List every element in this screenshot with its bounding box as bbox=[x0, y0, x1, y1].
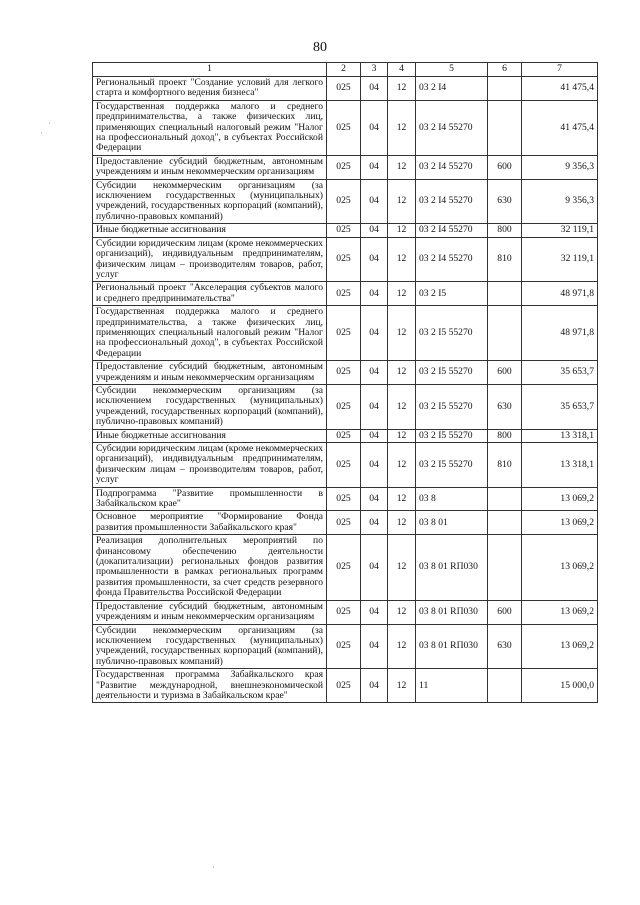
section-code-cell: 025 bbox=[327, 384, 361, 429]
section-code-cell: 025 bbox=[327, 600, 361, 624]
amount-cell: 48 971,8 bbox=[522, 282, 598, 306]
row-name-cell: Субсидии некоммерческим организациям (за исключением государственных (муниципальных) учреждений, государственных корпораций (компаний), публично-правовых компаний) bbox=[93, 179, 327, 224]
target-article-code-cell: 03 8 01 bbox=[416, 511, 488, 535]
expense-type-code-cell: 810 bbox=[488, 237, 522, 282]
row-name-cell: Предоставление субсидий бюджетным, автономным учреждениям и иным некоммерческим организациям bbox=[93, 361, 327, 385]
target-article-code-cell: 03 2 I4 bbox=[416, 77, 488, 101]
amount-cell: 32 119,1 bbox=[522, 224, 598, 237]
column-header: 3 bbox=[361, 63, 388, 77]
subsection-code-2-cell: 12 bbox=[388, 669, 416, 703]
section-code-cell: 025 bbox=[327, 624, 361, 669]
row-name-cell: Государственная программа Забайкальского края "Развитие международной, внешнеэкономической деятельности и туризма в Забайкальском крае" bbox=[93, 669, 327, 703]
section-code-cell: 025 bbox=[327, 429, 361, 442]
table-row bbox=[93, 487, 598, 511]
section-code-cell: 025 bbox=[327, 237, 361, 282]
row-name-cell: Предоставление субсидий бюджетным, автономным учреждениям и иным некоммерческим организациям bbox=[93, 155, 327, 179]
subsection-code-cell: 04 bbox=[361, 306, 388, 361]
subsection-code-2-cell: 12 bbox=[388, 155, 416, 179]
subsection-code-cell: 04 bbox=[361, 155, 388, 179]
expense-type-code-cell: 800 bbox=[488, 224, 522, 237]
table-row bbox=[93, 77, 598, 101]
row-name-cell: Субсидии юридическим лицам (кроме некоммерческих организаций), индивидуальным предпринимателям, физическим лицам – производителям товаров, работ, услуг bbox=[93, 443, 327, 488]
table-row bbox=[93, 282, 598, 306]
section-code-cell: 025 bbox=[327, 443, 361, 488]
expense-type-code-cell: 600 bbox=[488, 600, 522, 624]
amount-cell: 35 653,7 bbox=[522, 384, 598, 429]
target-article-code-cell: 03 8 bbox=[416, 487, 488, 511]
page-number: 80 bbox=[313, 40, 327, 55]
subsection-code-cell: 04 bbox=[361, 535, 388, 600]
subsection-code-2-cell: 12 bbox=[388, 282, 416, 306]
row-name-cell: Государственная поддержка малого и среднего предпринимательства, а также физических лиц, применяющих специальный налоговый режим "Налог на профессиональный доход", в субъектах Российской Федерации bbox=[93, 306, 327, 361]
subsection-code-cell: 04 bbox=[361, 511, 388, 535]
section-code-cell: 025 bbox=[327, 669, 361, 703]
target-article-code-cell: 03 2 I5 55270 bbox=[416, 306, 488, 361]
row-name-cell: Субсидии юридическим лицам (кроме некоммерческих организаций), индивидуальным предпринимателям, физическим лицам – производителям товаров, работ, услуг bbox=[93, 237, 327, 282]
expense-type-code-cell: 630 bbox=[488, 179, 522, 224]
table-row bbox=[93, 535, 598, 600]
expense-type-code-cell: 800 bbox=[488, 429, 522, 442]
expense-type-code-cell bbox=[488, 306, 522, 361]
table-body bbox=[93, 77, 598, 703]
expense-type-code-cell bbox=[488, 77, 522, 101]
target-article-code-cell: 03 2 I5 55270 bbox=[416, 429, 488, 442]
section-code-cell: 025 bbox=[327, 179, 361, 224]
target-article-code-cell: 11 bbox=[416, 669, 488, 703]
subsection-code-2-cell: 12 bbox=[388, 624, 416, 669]
expense-type-code-cell: 630 bbox=[488, 624, 522, 669]
column-header: 5 bbox=[416, 63, 488, 77]
section-code-cell: 025 bbox=[327, 487, 361, 511]
target-article-code-cell: 03 2 I5 55270 bbox=[416, 384, 488, 429]
target-article-code-cell: 03 8 01 RП030 bbox=[416, 600, 488, 624]
subsection-code-2-cell: 12 bbox=[388, 487, 416, 511]
scan-speck: · bbox=[40, 128, 43, 138]
subsection-code-2-cell: 12 bbox=[388, 237, 416, 282]
expense-type-code-cell: 630 bbox=[488, 384, 522, 429]
expense-type-code-cell bbox=[488, 100, 522, 155]
table-row bbox=[93, 179, 598, 224]
target-article-code-cell: 03 2 I5 bbox=[416, 282, 488, 306]
subsection-code-2-cell: 12 bbox=[388, 306, 416, 361]
scan-speck: · bbox=[48, 118, 51, 128]
amount-cell: 41 475,4 bbox=[522, 77, 598, 101]
expense-type-code-cell bbox=[488, 669, 522, 703]
row-name-cell: Реализация дополнительных мероприятий по финансовому обеспечению деятельности (докапитализации) региональных фондов развития промышленности в рамках региональных программ развития промышленности, за счет средств резервного фонда Правительства Российской Федерации bbox=[93, 535, 327, 600]
row-name-cell: Региональный проект "Акселерация субъектов малого и среднего предпринимательства" bbox=[93, 282, 327, 306]
table-row bbox=[93, 511, 598, 535]
section-code-cell: 025 bbox=[327, 361, 361, 385]
subsection-code-cell: 04 bbox=[361, 361, 388, 385]
target-article-code-cell: 03 2 I4 55270 bbox=[416, 155, 488, 179]
section-code-cell: 025 bbox=[327, 306, 361, 361]
subsection-code-2-cell: 12 bbox=[388, 361, 416, 385]
section-code-cell: 025 bbox=[327, 155, 361, 179]
target-article-code-cell: 03 2 I4 55270 bbox=[416, 100, 488, 155]
column-header: 7 bbox=[522, 63, 598, 77]
amount-cell: 9 356,3 bbox=[522, 179, 598, 224]
amount-cell: 9 356,3 bbox=[522, 155, 598, 179]
subsection-code-2-cell: 12 bbox=[388, 100, 416, 155]
row-name-cell: Предоставление субсидий бюджетным, автономным учреждениям и иным некоммерческим организациям bbox=[93, 600, 327, 624]
subsection-code-cell: 04 bbox=[361, 237, 388, 282]
expense-type-code-cell bbox=[488, 511, 522, 535]
section-code-cell: 025 bbox=[327, 282, 361, 306]
subsection-code-cell: 04 bbox=[361, 487, 388, 511]
amount-cell: 35 653,7 bbox=[522, 361, 598, 385]
budget-table bbox=[92, 62, 598, 703]
subsection-code-cell: 04 bbox=[361, 600, 388, 624]
subsection-code-cell: 04 bbox=[361, 384, 388, 429]
subsection-code-cell: 04 bbox=[361, 100, 388, 155]
expense-type-code-cell bbox=[488, 282, 522, 306]
row-name-cell: Подпрограмма "Развитие промышленности в Забайкальском крае" bbox=[93, 487, 327, 511]
target-article-code-cell: 03 2 I4 55270 bbox=[416, 179, 488, 224]
subsection-code-2-cell: 12 bbox=[388, 535, 416, 600]
row-name-cell: Иные бюджетные ассигнования bbox=[93, 224, 327, 237]
subsection-code-cell: 04 bbox=[361, 282, 388, 306]
amount-cell: 13 069,2 bbox=[522, 487, 598, 511]
row-name-cell: Основное мероприятие "Формирование Фонда развития промышленности Забайкальского края" bbox=[93, 511, 327, 535]
table-row bbox=[93, 600, 598, 624]
amount-cell: 13 069,2 bbox=[522, 624, 598, 669]
expense-type-code-cell: 600 bbox=[488, 155, 522, 179]
subsection-code-2-cell: 12 bbox=[388, 443, 416, 488]
table-row bbox=[93, 429, 598, 442]
target-article-code-cell: 03 2 I4 55270 bbox=[416, 224, 488, 237]
amount-cell: 13 069,2 bbox=[522, 600, 598, 624]
subsection-code-2-cell: 12 bbox=[388, 179, 416, 224]
amount-cell: 13 069,2 bbox=[522, 535, 598, 600]
subsection-code-cell: 04 bbox=[361, 669, 388, 703]
row-name-cell: Региональный проект "Создание условий для легкого старта и комфортного ведения бизнеса" bbox=[93, 77, 327, 101]
column-header: 1 bbox=[93, 63, 327, 77]
section-code-cell: 025 bbox=[327, 224, 361, 237]
table-row bbox=[93, 361, 598, 385]
table-row bbox=[93, 100, 598, 155]
section-code-cell: 025 bbox=[327, 100, 361, 155]
subsection-code-2-cell: 12 bbox=[388, 429, 416, 442]
subsection-code-cell: 04 bbox=[361, 77, 388, 101]
amount-cell: 32 119,1 bbox=[522, 237, 598, 282]
target-article-code-cell: 03 8 01 RП030 bbox=[416, 535, 488, 600]
amount-cell: 41 475,4 bbox=[522, 100, 598, 155]
amount-cell: 13 318,1 bbox=[522, 429, 598, 442]
expense-type-code-cell bbox=[488, 535, 522, 600]
amount-cell: 13 318,1 bbox=[522, 443, 598, 488]
row-name-cell: Субсидии некоммерческим организациям (за исключением государственных (муниципальных) учреждений, государственных корпораций (компаний), публично-правовых компаний) bbox=[93, 624, 327, 669]
table-row bbox=[93, 306, 598, 361]
table-row bbox=[93, 669, 598, 703]
table-row bbox=[93, 224, 598, 237]
subsection-code-cell: 04 bbox=[361, 624, 388, 669]
amount-cell: 13 069,2 bbox=[522, 511, 598, 535]
row-name-cell: Субсидии некоммерческим организациям (за исключением государственных (муниципальных) учреждений, государственных корпораций (компаний), публично-правовых компаний) bbox=[93, 384, 327, 429]
table-row bbox=[93, 624, 598, 669]
column-header: 4 bbox=[388, 63, 416, 77]
expense-type-code-cell: 600 bbox=[488, 361, 522, 385]
column-header: 6 bbox=[488, 63, 522, 77]
subsection-code-2-cell: 12 bbox=[388, 600, 416, 624]
subsection-code-2-cell: 12 bbox=[388, 77, 416, 101]
subsection-code-cell: 04 bbox=[361, 179, 388, 224]
target-article-code-cell: 03 2 I4 55270 bbox=[416, 237, 488, 282]
table-row bbox=[93, 443, 598, 488]
header-row bbox=[93, 63, 598, 77]
target-article-code-cell: 03 2 I5 55270 bbox=[416, 443, 488, 488]
scan-speck: · bbox=[212, 862, 215, 872]
subsection-code-cell: 04 bbox=[361, 429, 388, 442]
subsection-code-2-cell: 12 bbox=[388, 224, 416, 237]
table-row bbox=[93, 237, 598, 282]
subsection-code-cell: 04 bbox=[361, 443, 388, 488]
expense-type-code-cell: 810 bbox=[488, 443, 522, 488]
subsection-code-cell: 04 bbox=[361, 224, 388, 237]
subsection-code-2-cell: 12 bbox=[388, 511, 416, 535]
table-row bbox=[93, 384, 598, 429]
table-row bbox=[93, 155, 598, 179]
section-code-cell: 025 bbox=[327, 77, 361, 101]
row-name-cell: Государственная поддержка малого и среднего предпринимательства, а также физических лиц, применяющих специальный налоговый режим "Налог на профессиональный доход", в субъектах Российской Федерации bbox=[93, 100, 327, 155]
amount-cell: 15 000,0 bbox=[522, 669, 598, 703]
subsection-code-2-cell: 12 bbox=[388, 384, 416, 429]
target-article-code-cell: 03 8 01 RП030 bbox=[416, 624, 488, 669]
amount-cell: 48 971,8 bbox=[522, 306, 598, 361]
target-article-code-cell: 03 2 I5 55270 bbox=[416, 361, 488, 385]
section-code-cell: 025 bbox=[327, 535, 361, 600]
row-name-cell: Иные бюджетные ассигнования bbox=[93, 429, 327, 442]
section-code-cell: 025 bbox=[327, 511, 361, 535]
expense-type-code-cell bbox=[488, 487, 522, 511]
column-header: 2 bbox=[327, 63, 361, 77]
